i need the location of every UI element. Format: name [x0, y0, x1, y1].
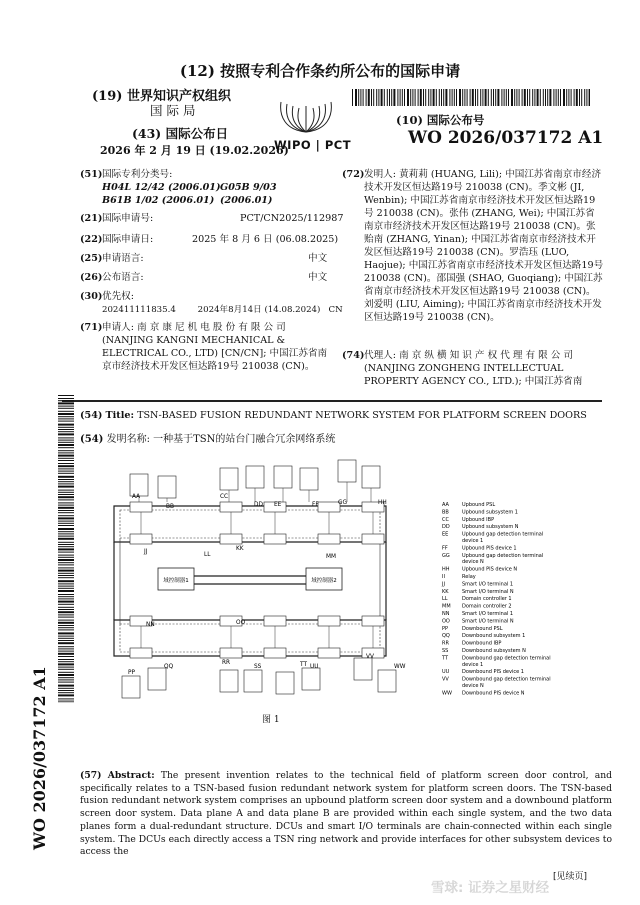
controller-bus: [194, 576, 306, 584]
legend-text-qq: Downbound subsystem 1: [462, 633, 526, 640]
side-barcode: [58, 395, 74, 703]
legend-key-tt: TT: [442, 655, 449, 662]
legend-key-jj: JJ: [442, 581, 445, 588]
legend-key-cc: CC: [442, 516, 449, 523]
abstract: [80, 770, 612, 859]
figure-label-aa: AA: [132, 494, 141, 500]
figure-label-mm: MM: [326, 554, 337, 560]
legend-key-pp: PP: [442, 625, 449, 632]
publang-label: 公布语言:: [102, 272, 144, 283]
lower-device-3: [220, 670, 238, 692]
legend-key-oo: OO: [442, 618, 450, 625]
ipc-label: 国际专利分类号:: [102, 169, 173, 180]
lower-ring-a: [114, 620, 386, 656]
legend-text-ff: Upbound PIS device 1: [462, 545, 517, 552]
upper-ring-a: [114, 506, 386, 542]
figure-label-ll: LL: [204, 552, 211, 558]
legend-key-mm: MM: [442, 603, 451, 610]
legend-key-vv: VV: [442, 676, 449, 683]
title-zh-label: 发明名称:: [106, 434, 150, 445]
appno-label: 国际申请号:: [102, 213, 154, 224]
title-en-label: Title:: [105, 410, 135, 421]
title-zh-row: [80, 430, 335, 445]
figure-label-ss: SS: [254, 664, 262, 670]
agent-text: 代理人: 南 京 纵 横 知 识 产 权 代 理 有 限 公 司 (NANJING ZONGHENG INTELLECTUAL PROPERTY AGENCY CO., LTD.); 中国江苏省南: [364, 350, 583, 387]
lang-value: 中文: [308, 253, 328, 264]
figure-label-vv: VV: [366, 654, 374, 660]
lower-device-1: [122, 676, 140, 698]
upper-device-1: [130, 474, 148, 496]
section-divider: [62, 400, 602, 402]
publang-value: 中文: [308, 272, 328, 283]
upper-device-2: [158, 476, 176, 498]
wipo-logo-text: WIPO | PCT: [274, 138, 352, 152]
figure-label-rr: RR: [222, 660, 231, 666]
legend-text-bb: Upbound subsystem 1: [462, 509, 518, 516]
abstract-text: The present invention relates to the technical field of platform screen door control, and specifically relates to a TSN-based fusion redundant network system for platform screen doors. The TSN-based fusion redundant network system comprises an upbound platform screen door system and a downbound platform screen door system. Data plane A and data plane B are provided within each single system, and the two data planes form a dual-redundant structure. DCUs and smart I/O terminals are chain-connected within each single system. The DCUs each directly access a TSN ring network and provide interfaces for other subsystem devices to access the: [80, 770, 612, 858]
legend-text-aa: Upbound PSL: [462, 502, 496, 508]
title-code: (54): [80, 410, 103, 421]
pub-number: WO 2026/037172 A1: [408, 128, 604, 148]
filing-value: 2025 年 8 月 6 日 (06.08.2025): [192, 234, 339, 245]
appno-value: PCT/CN2025/112987: [240, 213, 344, 224]
upper-device-8: [362, 466, 380, 488]
ipc-block: [80, 168, 330, 206]
legend-key-aa: AA: [442, 502, 449, 508]
agent-code: (74): [342, 350, 365, 361]
figure-label-nn: NN: [146, 622, 155, 628]
legend-text-mm: Domain controller 2: [462, 603, 512, 610]
figure-label-ww: WW: [394, 664, 406, 670]
legend-key-ll: LL: [442, 596, 448, 603]
figure-legend: [441, 502, 551, 696]
legend-text-ll: Domain controller 1: [462, 596, 512, 603]
pub-number-label-text: 国际公布号: [426, 113, 485, 127]
upper-device-6: [300, 468, 318, 490]
upper-node-2: [220, 502, 242, 512]
continued-note: [见续页]: [553, 872, 588, 882]
domain-controller-1-label: 域控制器1: [163, 578, 189, 584]
lower-device-2: [148, 668, 166, 690]
figure-label-pp: PP: [128, 670, 135, 676]
figure-label-cc: CC: [220, 494, 229, 500]
legend-text-nn: Smart I/O terminal 1: [462, 611, 514, 617]
legend-key-hh: HH: [442, 566, 450, 573]
figure-network-drawing: [114, 460, 396, 698]
legend-text-ss: Downbound subsystem N: [462, 648, 526, 654]
figure-label-kk: KK: [236, 546, 244, 552]
lang-label: 申请语言:: [102, 253, 144, 264]
lower-device-7: [354, 658, 372, 680]
title-zh: 一种基于TSN的站台门融合冗余网络系统: [153, 434, 336, 445]
legend-key-bb: BB: [442, 509, 449, 516]
legend-key-ff: FF: [442, 545, 448, 552]
pub-number-label: [396, 112, 484, 128]
legend-key-ww: WW: [442, 690, 452, 697]
appno-code: (21): [80, 213, 103, 224]
office-bureau: 国际局: [150, 103, 200, 118]
lower-node-b-2: [220, 648, 242, 658]
upper-device-3: [220, 468, 238, 490]
legend-text-cont-ee: device 1: [462, 538, 484, 544]
inventors-code: (72): [342, 169, 365, 180]
legend-text-cont-tt: device 1: [462, 661, 484, 668]
legend-key-dd: DD: [442, 524, 450, 531]
upper-node-b-3: [264, 534, 286, 544]
figure-caption: 图 1: [262, 715, 280, 725]
legend-text-ii: Relay: [462, 574, 476, 580]
figure-label-hh: HH: [378, 500, 387, 506]
upper-node-b-2: [220, 534, 242, 544]
ring-vertical-links: [114, 542, 386, 620]
title-zh-code: (54): [80, 434, 104, 445]
upper-node-b-4: [318, 534, 340, 544]
legend-key-kk: KK: [442, 588, 449, 595]
title-en: TSN-BASED FUSION REDUNDANT NETWORK SYSTEM FOR PLATFORM SCREEN DOORS: [137, 410, 587, 421]
upper-node-b-1: [130, 534, 152, 544]
lang-code: (25): [80, 253, 103, 264]
legend-text-cont-gg: device N: [462, 559, 484, 566]
side-pub-number: WO 2026/037172 A1: [30, 666, 49, 850]
pub-date-label-text: 国际公布日: [165, 126, 229, 141]
upper-device-5: [274, 466, 292, 488]
lower-device-8: [378, 670, 396, 692]
legend-key-nn: NN: [442, 611, 450, 617]
legend-text-ee: Upbound gap detection terminal: [462, 531, 544, 538]
applicant-text: 申请人: 南 京 康 尼 机 电 股 份 有 限 公 司 (NANJING KANGNI MECHANICAL & ELECTRICAL CO., LTD) [CN/CN]; 中国江苏省南京市经济技术开发区恒达路19号 210038 (CN)。: [102, 322, 328, 372]
lower-node-5: [362, 616, 384, 626]
priority-label: 优先权:: [102, 291, 135, 302]
upper-device-7: [338, 460, 356, 482]
office-name-text: 世界知识产权组织: [126, 89, 231, 104]
upper-node-b-5: [362, 534, 384, 544]
figure-label-ff: FF: [312, 502, 319, 508]
legend-key-ee: EE: [442, 531, 449, 538]
ipc-3: B61B 1/02 (2006.01): [102, 195, 215, 206]
legend-text-dd: Upbound subsystem N: [462, 524, 519, 531]
legend-text-oo: Smart I/O terminal N: [462, 618, 514, 625]
legend-key-gg: GG: [442, 552, 450, 559]
legend-key-rr: RR: [442, 640, 449, 647]
inventors-text: 发明人: 黄莉莉 (HUANG, Lili); 中国江苏省南京市经济技术开发区恒达路19号 210038 (CN)。季文彬 (JI, Wenbin); 中国江苏省南京市经济技术开发区恒达路19号 210038 (CN)。张伟 (ZHANG, Wei); 中国江苏省南京市经济技术开发区恒达路19号 210038 (CN)。张贻南 (ZHANG, Yinan); 中国江苏省南京市经济技术开发区恒达路19号 210038 (CN)。罗浩珏 (LUO, Haojue); 中国江苏省南京市经济技术开发区恒达路19号 210038 (CN)。邵国强 (SHAO, Guoqiang); 中国江苏省南京市经济技术开发区恒达路19号 210038 (CN)。刘爱明 (LIU, Aiming); 中国江苏省南京市经济技术开发区恒达路19号 210038 (CN)。: [364, 169, 604, 323]
ipc-2: G05B 9/03 (2006.01): [220, 182, 277, 206]
lower-node-b-4: [318, 648, 340, 658]
watermark: 雪球: 证券之星财经: [431, 880, 550, 896]
title-en-row: [80, 410, 587, 421]
pub-number-code: (10): [396, 113, 423, 127]
system-figure: [86, 458, 626, 726]
legend-text-cont-vv: device N: [462, 683, 484, 689]
ipc-code: (51): [80, 169, 103, 180]
filing-code: (22): [80, 234, 103, 245]
legend-text-cc: Upbound IBP: [462, 516, 495, 523]
lower-device-4: [244, 670, 262, 692]
legend-text-ww: Downbound PIS device N: [462, 690, 525, 697]
legend-text-kk: Smart I/O terminal N: [462, 588, 514, 595]
pub-date: 2026 年 2 月 19 日 (19.02.2026): [100, 144, 289, 157]
filing-label: 国际申请日:: [102, 234, 154, 245]
upper-ring-b: [120, 510, 380, 538]
legend-key-uu: UU: [442, 669, 450, 676]
figure-label-dd: DD: [254, 502, 263, 508]
upper-device-4: [246, 466, 264, 488]
figure-label-gg: GG: [338, 500, 347, 506]
lower-node-4: [318, 616, 340, 626]
office-code: (19): [92, 89, 123, 104]
abstract-code: (57): [80, 770, 102, 781]
legend-text-pp: Downbound PSL: [462, 625, 503, 632]
barcode: [352, 89, 590, 106]
lower-device-5: [276, 672, 294, 694]
figure-label-qq: QQ: [164, 664, 174, 670]
legend-text-rr: Downbound IBP: [462, 640, 502, 647]
legend-key-qq: QQ: [442, 633, 450, 640]
figure-label-oo: OO: [236, 620, 246, 626]
pub-date-code: (43): [132, 126, 162, 141]
priority-value: 202411111835.4 2024年8月14日 (14.08.2024) CN: [102, 305, 343, 315]
applicant-code: (71): [80, 322, 103, 333]
figure-label-bb: BB: [166, 504, 174, 510]
abstract-label: Abstract:: [107, 770, 155, 781]
ipc-1: H04L 12/42 (2006.01): [102, 182, 221, 193]
lower-node-3: [264, 616, 286, 626]
upper-node-4: [318, 502, 340, 512]
legend-text-uu: Downbound PIS device 1: [462, 669, 524, 676]
lower-node-b-3: [264, 648, 286, 658]
legend-text-jj: Smart I/O terminal 1: [462, 581, 514, 588]
figure-label-uu: UU: [310, 664, 319, 670]
legend-text-gg: Upbound gap detection terminal: [462, 552, 544, 559]
legend-key-ii: II: [442, 574, 445, 580]
legend-text-hh: Upbound PIS device N: [462, 566, 518, 573]
publang-code: (26): [80, 272, 103, 283]
upper-node-1: [130, 502, 152, 512]
domain-controller-2-label: 域控制器2: [311, 578, 337, 584]
figure-label-jj: JJ: [144, 549, 148, 555]
lower-ring-b: [120, 624, 380, 652]
pub-date-label: [132, 124, 228, 142]
lower-node-b-1: [130, 648, 152, 658]
legend-key-ss: SS: [442, 648, 449, 654]
figure-label-ee: EE: [274, 502, 282, 508]
legend-text-tt: Downbound gap detection terminal: [462, 655, 551, 662]
legend-text-vv: Downbound gap detection terminal: [462, 676, 551, 683]
figure-label-tt: TT: [300, 662, 307, 668]
lower-device-6: [302, 668, 320, 690]
priority-code: (30): [80, 291, 103, 302]
publication-type-heading: (12) 按照专利合作条约所公布的国际申请: [179, 62, 461, 80]
